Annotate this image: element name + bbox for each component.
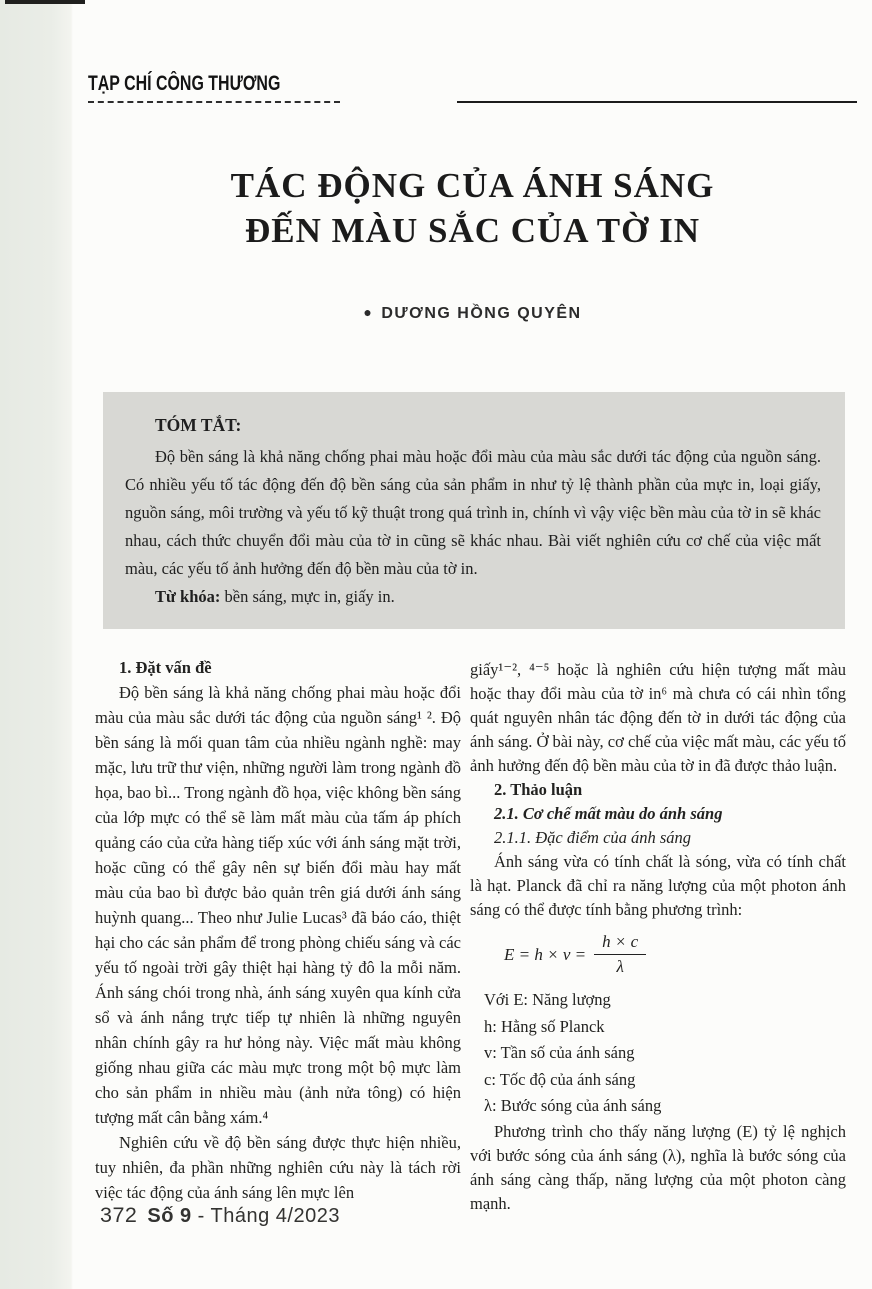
- article-title: [88, 163, 857, 253]
- section-2-1-heading: 2.1. Cơ chế mất màu do ánh sáng: [494, 804, 723, 823]
- page-number: 372: [100, 1203, 138, 1227]
- abstract-keywords: [125, 583, 821, 611]
- definition-lambda: λ: Bước sóng của ánh sáng: [484, 1096, 662, 1115]
- bullet-icon: ●: [363, 304, 374, 320]
- section-2-1-1-heading: 2.1.1. Đặc điểm của ánh sáng: [494, 828, 692, 847]
- masthead-solid-rule: [457, 101, 857, 103]
- author-line: [88, 305, 857, 323]
- planck-paragraph: Ánh sáng vừa có tính chất là sóng, vừa có tính chất là hạt. Planck đã chỉ ra năng lượng của một photon ánh sáng có thể được tính bằng phương trình:: [470, 852, 846, 919]
- abstract-body: Độ bền sáng là khả năng chống phai màu hoặc đổi màu của màu sắc dưới tác động của nguồn sáng. Có nhiều yếu tố tác động đến độ bền sáng của sản phẩm in như tỷ lệ thành phần của mực in, loại giấy, nguồn sáng, môi trường và yếu tố kỹ thuật trong quá trình in, chính vì vậy việc bền màu của tờ in sẽ khác nhau, cách thức chuyển đổi màu của tờ in cũng sẽ khác nhau. Bài viết nghiên cứu cơ chế của việc mất màu, các yếu tố ảnh hưởng đến độ bền màu của tờ in.: [125, 447, 821, 578]
- article-title-line-2: ĐẾN MÀU SẮC CỦA TỜ IN: [245, 211, 700, 250]
- definition-E: Với E: Năng lượng: [484, 990, 611, 1009]
- page-footer: [100, 1203, 340, 1228]
- section-1-heading: 1. Đặt vấn đề: [119, 658, 212, 677]
- equation-lhs: E = h × v =: [504, 944, 587, 964]
- definition-h: h: Hằng số Planck: [484, 1016, 605, 1036]
- equation-numerator: h × c: [594, 931, 646, 955]
- body-column-right: [470, 658, 846, 1216]
- section-2-heading: 2. Thảo luận: [494, 780, 583, 799]
- planck-equation: [504, 931, 846, 978]
- abstract-heading: TÓM TẮT:: [155, 415, 242, 435]
- equation-fraction: [594, 931, 646, 978]
- equation-denominator: λ: [616, 957, 624, 976]
- keywords-label: Từ khóa:: [155, 587, 221, 606]
- left-paragraph-1: Độ bền sáng là khả năng chống phai màu hoặc đổi màu của màu sắc dưới tác động của nguồn sáng¹ ². Độ bền sáng là mối quan tâm của nhiều ngành nghề: may mặc, lưu trữ thư viện, những người làm trong ngành đồ họa, bao bì... Trong ngành đồ họa, việc không bền sáng của lớp mực có thể sẽ làm mất màu của tấm áp phích quảng cáo của cửa hàng tiếp xúc với ánh sáng mặt trời, hoặc cũng có thể gây nên sự biến đổi màu hay mất màu của bao bì được bảo quản trên giá dưới ánh sáng huỳnh quang... Theo như Julie Lucas³ đã báo cáo, thiệt hại cho các sản phẩm để trong phòng chiếu sáng và các yếu tố ngoài trời gây thiệt hại hàng tỷ đô la mỗi năm. Ánh sáng chói trong nhà, ánh sáng xuyên qua kính cửa sổ và ánh nắng trực tiếp tự nhiên là những nguyên nhân chính gây ra hư hỏng này. Việc mất màu không giống nhau giữa các màu mực trong một bộ mực làm cho sản phẩm in nhiều màu (ảnh nửa tông) có hiện tượng mất cân bằng xám.⁴: [95, 683, 461, 1127]
- symbol-definitions: [484, 987, 846, 1120]
- left-paragraph-2: Nghiên cứu về độ bền sáng được thực hiện nhiều, tuy nhiên, đa phần những nghiên cứu này là tách rời việc tác động của ánh sáng lên mực lên: [95, 1133, 461, 1202]
- body-column-left: [95, 655, 461, 1205]
- right-paragraph-final: Phương trình cho thấy năng lượng (E) tỷ lệ nghịch với bước sóng của ánh sáng (λ), nghĩa là bước sóng của ánh sáng càng thấp, năng lượng của một photon càng mạnh.: [470, 1121, 846, 1213]
- scan-margin-band: [0, 0, 73, 1289]
- gutter-line: [5, 0, 85, 4]
- masthead-dashed-rule: [88, 101, 340, 103]
- journal-name: TẠP CHÍ CÔNG THƯƠNG: [88, 72, 281, 95]
- abstract-box: [103, 392, 845, 629]
- definition-c: c: Tốc độ của ánh sáng: [484, 1069, 636, 1089]
- keywords-text: bền sáng, mực in, giấy in.: [220, 587, 395, 606]
- article-title-line-1: TÁC ĐỘNG CỦA ÁNH SÁNG: [230, 166, 715, 205]
- issue-label: Số 9: [147, 1205, 192, 1227]
- definition-v: v: Tần số của ánh sáng: [484, 1043, 635, 1062]
- right-paragraph-continuation: giấy¹⁻², ⁴⁻⁵ hoặc là nghiên cứu hiện tượng mất màu hoặc thay đổi màu của tờ in⁶ mà chưa có cái nhìn tổng quát nguyên nhân tác động đến tờ in dưới tác động của ánh sáng. Ở bài này, cơ chế của việc mất màu, các yếu tố ảnh hưởng đến độ bền màu của tờ in đã được thảo luận.: [470, 660, 846, 775]
- issue-date: - Tháng 4/2023: [191, 1205, 340, 1227]
- author-name: DƯƠNG HỒNG QUYÊN: [381, 305, 582, 322]
